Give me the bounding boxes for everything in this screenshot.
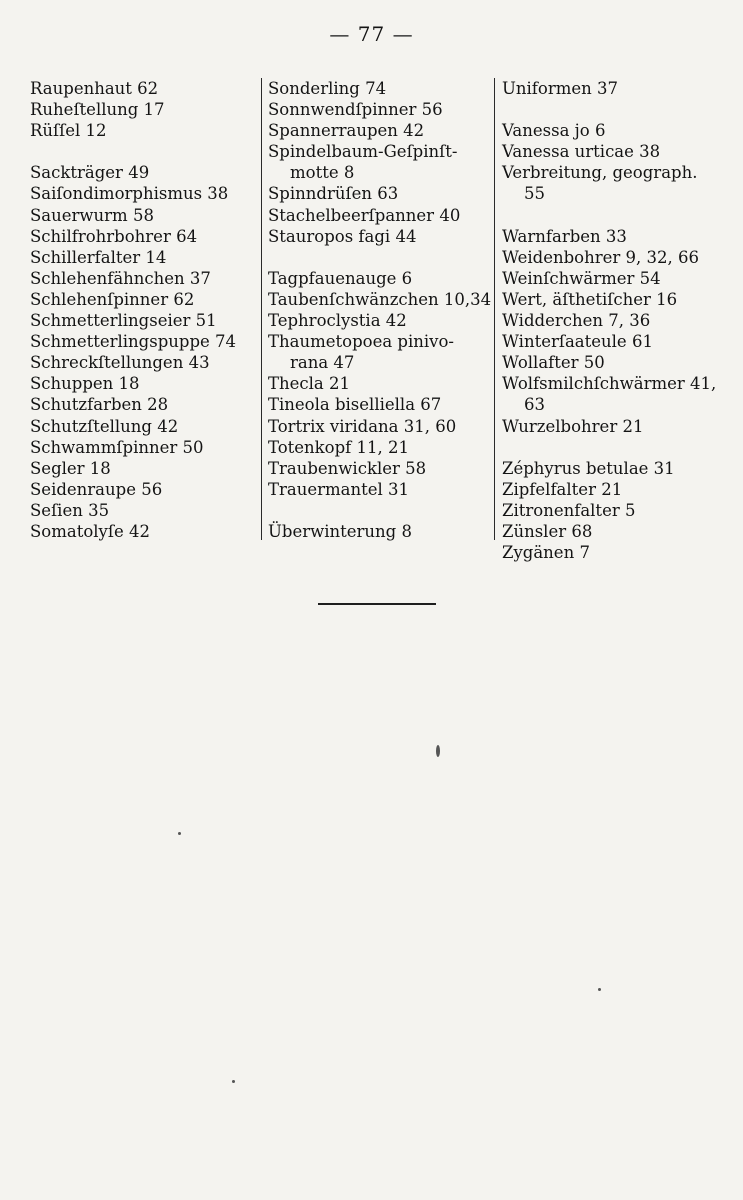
index-entry: Tineola biselliella 67 bbox=[268, 395, 442, 415]
index-entry: Schillerfalter 14 bbox=[30, 247, 167, 267]
index-entry: Zipfelfalter 21 bbox=[502, 479, 623, 499]
column-divider bbox=[261, 78, 262, 540]
index-entry: Schlehenfähnchen 37 bbox=[30, 268, 211, 288]
print-speck bbox=[436, 745, 440, 757]
index-entry: Seidenraupe 56 bbox=[30, 479, 163, 499]
index-entry: Winterſaateule 61 bbox=[502, 332, 653, 352]
index-entry: Seſien 35 bbox=[30, 500, 110, 520]
entry-gap bbox=[502, 99, 728, 120]
index-entry: Stauropos fagi 44 bbox=[268, 226, 417, 246]
index-entry: Schwammſpinner 50 bbox=[30, 437, 204, 457]
index-entry: Totenkopf 11, 21 bbox=[268, 437, 410, 457]
index-entry: Rüſſel 12 bbox=[30, 121, 107, 141]
index-column-2 bbox=[268, 78, 492, 541]
index-entry: Tagpfauenauge 6 bbox=[268, 268, 413, 288]
index-entry: Spindelbaum-Geſpinſt- bbox=[268, 142, 458, 162]
index-entry: Sauerwurm 58 bbox=[30, 205, 154, 225]
index-entry: Warnfarben 33 bbox=[502, 226, 627, 246]
index-entry: Überwinterung 8 bbox=[268, 521, 412, 541]
index-entry: Segler 18 bbox=[30, 458, 111, 478]
index-entry: Schmetterlingseier 51 bbox=[30, 311, 217, 331]
index-column-1 bbox=[30, 78, 256, 541]
index-entry: Widderchen 7, 36 bbox=[502, 311, 651, 331]
column-divider bbox=[494, 78, 495, 540]
print-speck bbox=[178, 832, 181, 835]
entry-gap bbox=[502, 437, 728, 458]
index-entry: Schutzſtellung 42 bbox=[30, 416, 179, 436]
index-entry: Schuppen 18 bbox=[30, 374, 140, 394]
index-entry: Trauermantel 31 bbox=[268, 479, 410, 499]
index-entry: motte 8 bbox=[290, 163, 355, 183]
print-speck bbox=[232, 1080, 235, 1083]
index-entry: Vanessa jo 6 bbox=[502, 121, 606, 141]
index-entry: Uniformen 37 bbox=[502, 79, 619, 98]
index-entry: Schmetterlingspuppe 74 bbox=[30, 332, 237, 352]
index-entry: Wollafter 50 bbox=[502, 353, 605, 373]
index-entry: Thecla 21 bbox=[268, 374, 350, 394]
closing-rule bbox=[318, 603, 436, 605]
entry-gap bbox=[502, 205, 728, 226]
index-entry: rana 47 bbox=[290, 353, 355, 373]
index-entry: Wert, äſthetiſcher 16 bbox=[502, 289, 678, 309]
index-entry: Zitronenfalter 5 bbox=[502, 500, 636, 520]
index-entry: Saiſondimorphismus 38 bbox=[30, 184, 229, 204]
index-entry: 63 bbox=[524, 395, 545, 415]
index-entry: Taubenſchwänzchen 10,34 bbox=[268, 289, 492, 309]
index-entry: Sonderling 74 bbox=[268, 79, 387, 98]
index-entry: Zygänen 7 bbox=[502, 543, 590, 563]
index-entry: Vanessa urticae 38 bbox=[502, 142, 661, 162]
index-entry: Schilfrohrbohrer 64 bbox=[30, 226, 198, 246]
index-entry: Wurzelbohrer 21 bbox=[502, 416, 644, 436]
entry-gap bbox=[268, 247, 490, 268]
index-entry: Tephroclystia 42 bbox=[268, 311, 407, 331]
index-entry: Verbreitung, geograph. bbox=[502, 163, 698, 183]
page-number: — 77 — bbox=[329, 22, 414, 46]
index-entry: Spinndrüſen 63 bbox=[268, 184, 399, 204]
entry-gap bbox=[268, 500, 490, 521]
index-entry: Ruheſtellung 17 bbox=[30, 100, 165, 120]
index-entry: Zünsler 68 bbox=[502, 521, 593, 541]
print-speck bbox=[598, 988, 601, 991]
index-column-3 bbox=[502, 78, 728, 563]
index-entry: Traubenwickler 58 bbox=[268, 458, 427, 478]
index-entry: Spannerraupen 42 bbox=[268, 121, 425, 141]
index-entry: Wolfsmilchſchwärmer 41, bbox=[502, 374, 717, 394]
index-entry: 55 bbox=[524, 184, 545, 204]
entry-gap bbox=[30, 141, 256, 162]
index-entry: Thaumetopoea pinivo- bbox=[268, 332, 454, 352]
index-entry: Sonnwendſpinner 56 bbox=[268, 100, 443, 120]
index-entry: Somatolyſe 42 bbox=[30, 521, 150, 541]
index-entry: Weidenbohrer 9, 32, 66 bbox=[502, 247, 699, 267]
index-entry: Tortrix viridana 31, 60 bbox=[268, 416, 457, 436]
index-entry: Stachelbeerſpanner 40 bbox=[268, 205, 461, 225]
index-entry: Schlehenſpinner 62 bbox=[30, 289, 195, 309]
index-entry: Schreckſtellungen 43 bbox=[30, 353, 210, 373]
index-entry: Schutzfarben 28 bbox=[30, 395, 169, 415]
index-entry: Zéphyrus betulae 31 bbox=[502, 458, 675, 478]
index-entry: Raupenhaut 62 bbox=[30, 79, 159, 98]
index-entry: Weinſchwärmer 54 bbox=[502, 268, 661, 288]
index-entry: Sackträger 49 bbox=[30, 163, 150, 183]
